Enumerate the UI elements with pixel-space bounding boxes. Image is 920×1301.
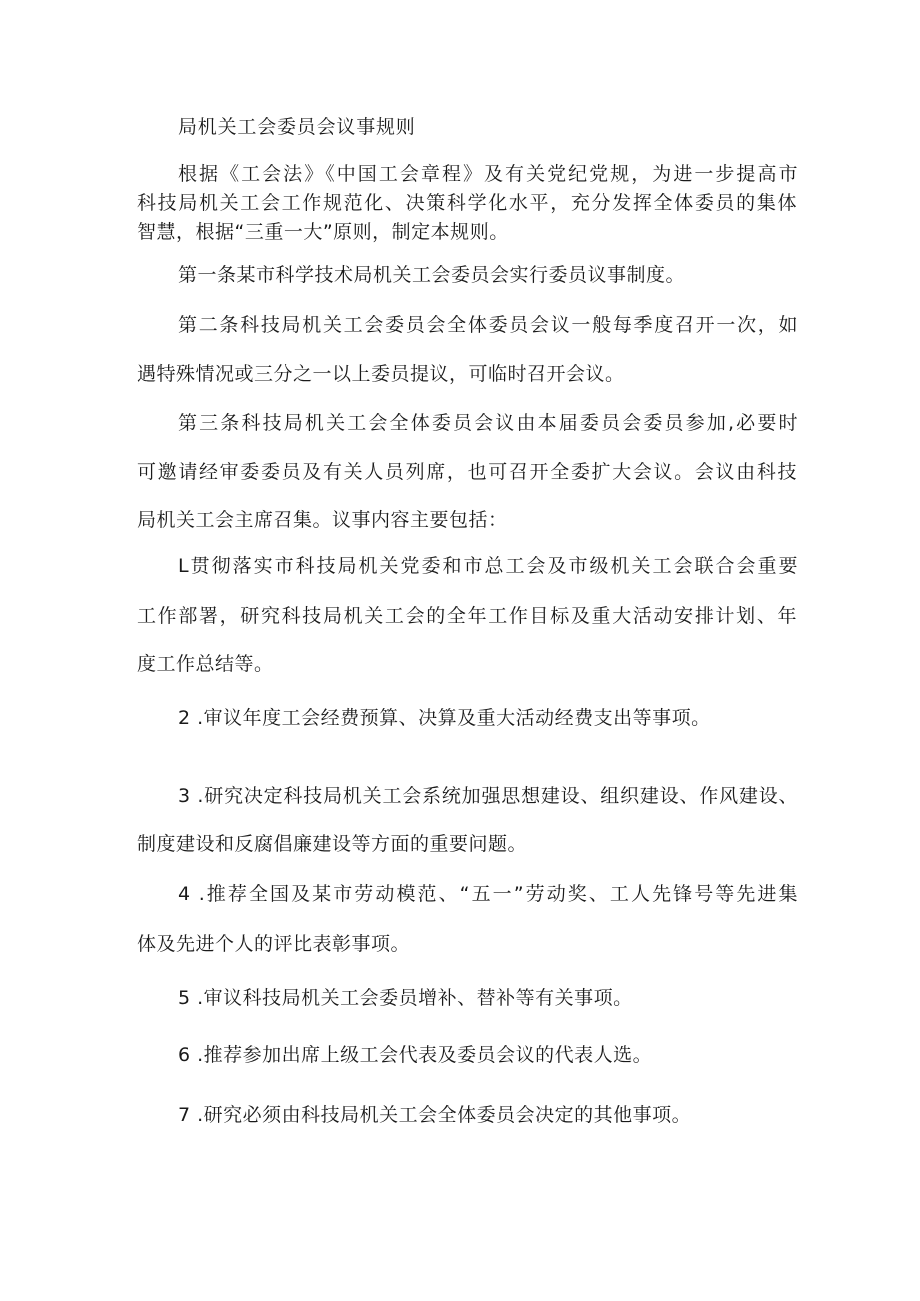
article-2-line-2: 遇特殊情况或三分之一以上委员提议，可临时召开会议。 [137,363,625,385]
item-1-line-2: 工作部署，研究科技局机关工会的全年工作目标及重大活动安排计划、年 [137,605,797,627]
item-3-line-2: 制度建设和反腐倡廉建设等方面的重要问题。 [137,833,528,855]
preamble-line-1: 根据《工会法》《中国工会章程》及有关党纪党规，为进一步提高市 [178,163,798,185]
item-5-line-1: 5 .审议科技局机关工会委员增补、替补等有关事项。 [178,987,633,1009]
item-1-line-1: L贯彻落实市科技局机关党委和市总工会及市级机关工会联合会重要 [178,555,798,577]
article-3-line-3: 局机关工会主席召集。议事内容主要包括： [137,509,508,531]
preamble-line-2: 科技局机关工会工作规范化、决策科学化水平，充分发挥全体委员的集体 [137,192,797,214]
article-2-line-1: 第二条科技局机关工会委员会全体委员会议一般每季度召开一次，如 [178,314,798,336]
article-3-line-1: 第三条科技局机关工会全体委员会议由本届委员会委员参加,必要时 [178,412,798,434]
item-4-line-2: 体及先进个人的评比表彰事项。 [137,933,411,955]
item-2-line-1: 2 .审议年度工会经费预算、决算及重大活动经费支出等事项。 [178,707,711,729]
item-3-line-1: 3 .研究决定科技局机关工会系统加强思想建设、组织建设、作风建设、 [178,785,798,807]
item-4-line-1: 4 .推荐全国及某市劳动模范、“五一”劳动奖、工人先锋号等先进集 [178,883,798,905]
article-1-line-1: 第一条某市科学技术局机关工会委员会实行委员议事制度。 [178,264,686,286]
item-7-line-1: 7 .研究必须由科技局机关工会全体委员会决定的其他事项。 [178,1104,692,1126]
preamble-line-3: 智慧，根据“三重一大”原则，制定本规则。 [137,221,509,243]
item-6-line-1: 6 .推荐参加出席上级工会代表及委员会议的代表人选。 [178,1044,653,1066]
document-title: 局机关工会委员会议事规则 [178,116,416,138]
article-3-line-2: 可邀请经审委委员及有关人员列席，也可召开全委扩大会议。会议由科技 [137,461,797,483]
item-1-line-3: 度工作总结等。 [137,653,274,675]
